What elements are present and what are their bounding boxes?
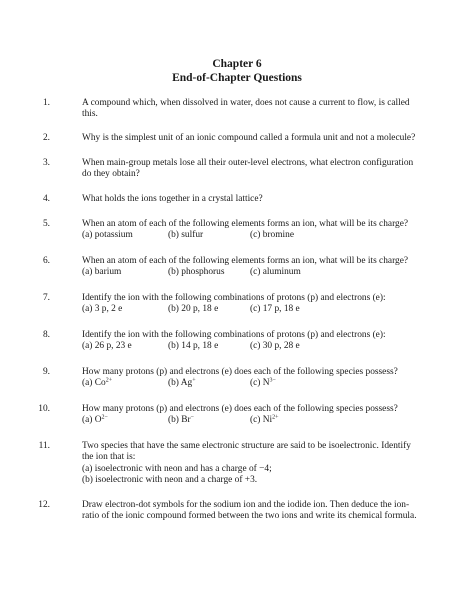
option-a: (a) $Co^{2+}$ [82, 377, 113, 389]
question-text: ratio of the ionic compound formed between the two ions and write its chemical formula. [82, 511, 417, 522]
charge-superscript: + [192, 377, 196, 384]
option-b: (b) 20 p, 18 e [168, 304, 219, 315]
option-b: (b) phosphorus [168, 267, 225, 278]
option-b: (b) 14 p, 18 e [168, 341, 219, 352]
question-text: When an atom of each of the following elements forms an ion, what will be its charge? [82, 256, 409, 266]
option-c: (c) 30 p, 28 e [250, 341, 300, 352]
question-text: (a) isoelectronic with neon and has a charge of −4; [82, 463, 272, 474]
option-c: (c) bromine [250, 230, 294, 241]
question-number: 4. [42, 194, 50, 204]
chapter-heading: Chapter 6 [212, 58, 262, 70]
question-number: 11. [38, 441, 50, 451]
question-text: this. [82, 109, 98, 120]
option-b: (b) sulfur [168, 230, 204, 241]
question-text: (b) isoelectronic with neon and a charge of +3. [82, 475, 258, 486]
option-c: (c) aluminum [250, 267, 301, 278]
option-a: (a) 26 p, 23 e [82, 341, 132, 352]
question-number: 2. [42, 133, 50, 143]
question-number: 7. [42, 293, 50, 303]
question-text: the ion that is: [82, 452, 136, 463]
question-number: 8. [42, 330, 50, 340]
page-title: End-of-Chapter Questions [172, 72, 302, 84]
question-number: 9. [42, 367, 50, 377]
question-number: 10. [38, 404, 50, 414]
question-number: 1. [42, 98, 50, 108]
question-text: Identify the ion with the following combinations of protons (p) and electrons (e): [82, 293, 386, 303]
question-text: Two species that have the same electronic structure are said to be isoelectronic. Identify [82, 441, 411, 451]
option-a: (a) 3 p, 2 e [82, 304, 123, 315]
option-b: (b) Br− [168, 414, 195, 426]
question-number: 12. [38, 500, 50, 510]
option-a: (a) $O^{2-}$ [82, 414, 108, 426]
question-text: Identify the ion with the following combinations of protons (p) and electrons (e): [82, 330, 386, 340]
question-text: A compound which, when dissolved in water, does not cause a current to flow, is called [82, 98, 410, 108]
question-number: 3. [42, 158, 50, 168]
charge-superscript: 3− [269, 377, 276, 384]
question-text: do they obtain? [82, 169, 140, 180]
question-text: When an atom of each of the following elements forms an ion, what will be its charge? [82, 219, 409, 229]
question-number: 5. [42, 219, 50, 229]
option-c: (c) $Ni^{2+}$ [250, 414, 279, 426]
option-c: (c) $N^{3-}$ [250, 377, 276, 389]
option-a: (a) potassium [82, 230, 133, 241]
question-number: 6. [42, 256, 50, 266]
question-text: Draw electron-dot symbols for the sodium ion and the iodide ion. Then deduce the ion- [82, 500, 410, 510]
question-text: When main-group metals lose all their outer-level electrons, what electron configuration [82, 158, 414, 168]
charge-superscript: − [190, 414, 195, 421]
charge-superscript: 2− [101, 414, 108, 421]
charge-superscript: 2+ [105, 377, 113, 384]
option-c: (c) 17 p, 18 e [250, 304, 300, 315]
charge-superscript: 2+ [272, 414, 279, 421]
option-b: (b) Ag+ [168, 377, 196, 389]
question-text: How many protons (p) and electrons (e) does each of the following species possess? [82, 404, 398, 414]
question-text: Why is the simplest unit of an ionic compound called a formula unit and not a molecule? [82, 133, 416, 143]
question-text: How many protons (p) and electrons (e) does each of the following species possess? [82, 367, 398, 377]
option-a: (a) barium [82, 267, 122, 278]
question-text: What holds the ions together in a crystal lattice? [82, 194, 263, 204]
